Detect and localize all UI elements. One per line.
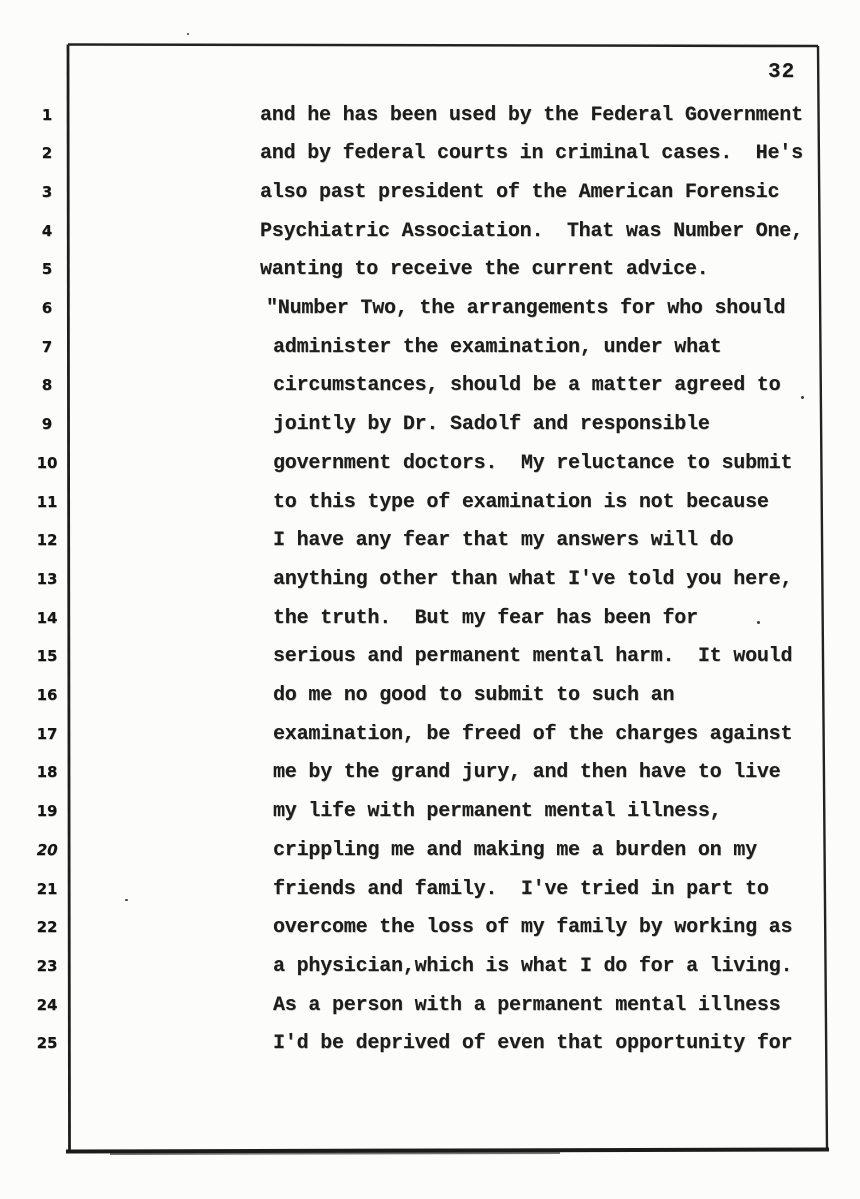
line-text: me by the grand jury, and then have to live bbox=[273, 761, 781, 785]
line-number: 3 bbox=[41, 182, 53, 201]
line-text: serious and permanent mental harm. It would bbox=[273, 645, 793, 669]
scan-speck bbox=[757, 621, 760, 624]
scan-speck bbox=[187, 33, 189, 35]
transcript-line bbox=[0, 405, 860, 444]
line-number: 21 bbox=[36, 879, 58, 898]
line-number: 25 bbox=[36, 1034, 58, 1053]
line-number: 10 bbox=[36, 453, 58, 472]
line-number: 9 bbox=[41, 415, 53, 434]
line-number: 20 bbox=[34, 840, 60, 859]
line-text: and he has been used by the Federal Government bbox=[260, 103, 803, 127]
line-number: 2 bbox=[41, 144, 53, 163]
line-text: I have any fear that my answers will do bbox=[273, 529, 734, 553]
line-number: 22 bbox=[36, 918, 58, 937]
line-number: 4 bbox=[41, 221, 53, 240]
line-number: 23 bbox=[36, 956, 58, 975]
transcript-line bbox=[0, 483, 860, 522]
transcript-line bbox=[0, 212, 860, 251]
line-number: 5 bbox=[41, 260, 53, 279]
transcript-line bbox=[0, 715, 860, 754]
line-number: 13 bbox=[36, 569, 58, 588]
line-number: 14 bbox=[36, 608, 58, 627]
line-text: friends and family. I've tried in part to bbox=[273, 877, 769, 901]
transcript-line bbox=[0, 753, 860, 792]
line-number: 11 bbox=[36, 492, 58, 511]
transcript-line bbox=[0, 366, 860, 405]
line-text: overcome the loss of my family by working as bbox=[273, 916, 793, 940]
transcript-line bbox=[0, 444, 860, 483]
transcript-line bbox=[0, 986, 860, 1025]
line-text: "Number Two, the arrangements for who should bbox=[266, 297, 786, 320]
line-text: a physician,which is what I do for a living. bbox=[273, 954, 793, 978]
line-number: 16 bbox=[36, 686, 58, 704]
transcript-line bbox=[0, 870, 860, 909]
line-number: 17 bbox=[36, 724, 58, 743]
line-number: 19 bbox=[36, 802, 58, 821]
transcript-line bbox=[0, 831, 860, 870]
scan-speck bbox=[125, 899, 128, 901]
transcript-line bbox=[0, 328, 860, 367]
line-number: 15 bbox=[36, 647, 58, 666]
transcript-line bbox=[0, 1024, 860, 1063]
line-text: Psychiatric Association. That was Number One, bbox=[260, 219, 803, 243]
transcript-line bbox=[0, 560, 860, 599]
line-number: 1 bbox=[41, 105, 53, 124]
transcript-line bbox=[0, 637, 860, 676]
line-number: 18 bbox=[36, 763, 58, 782]
line-text: also past president of the American Forensic bbox=[260, 180, 780, 204]
line-text: I'd be deprived of even that opportunity for bbox=[273, 1032, 793, 1056]
line-text: examination, be freed of the charges against bbox=[273, 722, 793, 746]
transcript-line bbox=[0, 250, 860, 289]
transcript-line bbox=[0, 96, 860, 135]
line-text: As a person with a permanent mental illness bbox=[273, 993, 781, 1017]
line-text: the truth. But my fear has been for bbox=[273, 606, 698, 630]
line-text: administer the examination, under what bbox=[273, 335, 722, 359]
line-text: circumstances, should be a matter agreed to bbox=[273, 374, 781, 398]
line-number: 7 bbox=[41, 337, 53, 356]
transcript-line bbox=[0, 173, 860, 212]
line-text: crippling me and making me a burden on my bbox=[273, 838, 757, 862]
line-text: wanting to receive the current advice. bbox=[260, 258, 709, 282]
transcript-line bbox=[0, 792, 860, 831]
transcript-line bbox=[0, 521, 860, 560]
transcript-line bbox=[0, 134, 860, 173]
line-number: 8 bbox=[41, 376, 53, 395]
transcript-line bbox=[0, 289, 860, 328]
transcript-line bbox=[0, 947, 860, 986]
line-text: do me no good to submit to such an bbox=[273, 684, 675, 707]
transcript-line bbox=[0, 908, 860, 947]
line-number: 24 bbox=[36, 995, 58, 1014]
line-number: 12 bbox=[36, 531, 58, 550]
transcript-line bbox=[0, 676, 860, 715]
line-number: 6 bbox=[41, 299, 53, 317]
page-number: 32 bbox=[768, 61, 796, 84]
line-text: to this type of examination is not because bbox=[273, 490, 769, 514]
line-text: my life with permanent mental illness, bbox=[273, 800, 722, 824]
scan-speck bbox=[801, 396, 804, 399]
transcript-line bbox=[0, 599, 860, 638]
line-text: government doctors. My reluctance to submit bbox=[273, 451, 793, 475]
line-text: and by federal courts in criminal cases. He's bbox=[260, 142, 803, 166]
line-text: jointly by Dr. Sadolf and responsible bbox=[273, 413, 710, 437]
line-text: anything other than what I've told you here, bbox=[273, 567, 793, 591]
